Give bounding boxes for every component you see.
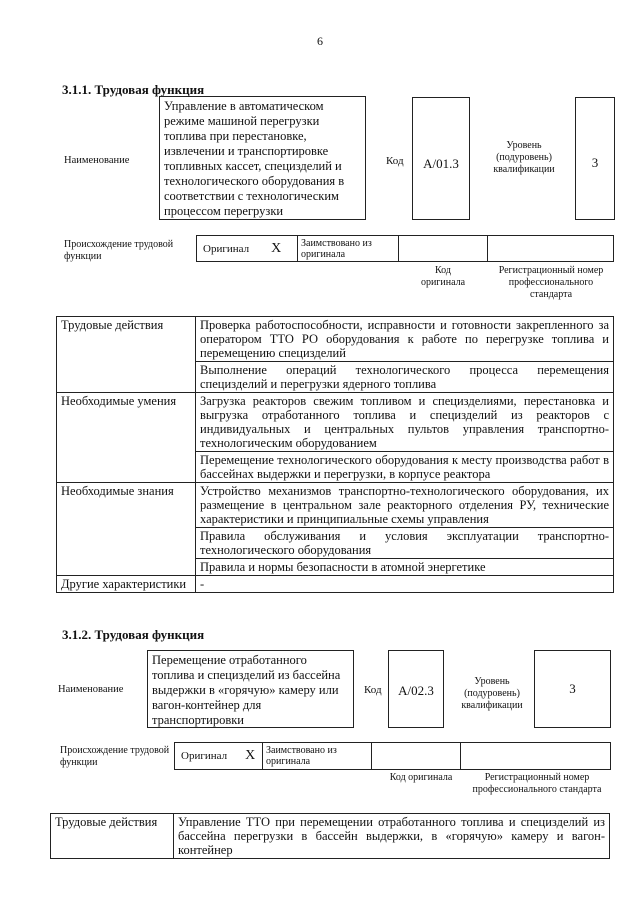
row-label: Трудовые действия — [57, 317, 196, 393]
table-row — [51, 814, 610, 859]
code-label-2: Код — [364, 684, 382, 696]
table-row — [57, 317, 614, 362]
row-label: Необходимые умения — [57, 393, 196, 483]
function-name-box-2: Перемещение отработанного топлива и специзделий из бассейна выдержки в «горячую» камеру или вагон-контейнер для транспортировки — [147, 650, 354, 728]
original-mark-2: X — [245, 748, 256, 763]
table-row — [57, 483, 614, 528]
table-cell: - — [196, 576, 614, 593]
code-label-1: Код — [386, 155, 404, 167]
code-original-cell-2 — [371, 742, 461, 770]
original-mark-1: X — [271, 240, 282, 256]
section-heading-2: 3.1.2. Трудовая функция — [62, 627, 205, 642]
reg-number-cell-1 — [487, 235, 614, 262]
table-cell: Управление ТТО при перемещении отработанного топлива и специзделий из бассейна перегрузки в бассейн выдержки, в «горячую» камеру и вагон-контейнер — [174, 814, 610, 859]
code-original-cell-1 — [398, 235, 488, 262]
level-value-box-2: 3 — [534, 650, 611, 728]
level-value-box-1: 3 — [575, 97, 615, 220]
table-row — [57, 393, 614, 452]
labor-function-table-1 — [56, 316, 614, 593]
reg-number-caption-1: Регистрационный номер профессионального стандарта — [498, 265, 604, 300]
origin-label-2: Происхождение трудовой функции — [60, 745, 170, 768]
row-label: Необходимые знания — [57, 483, 196, 576]
page-number: 6 — [317, 34, 323, 48]
reg-number-caption-2: Регистрационный номер профессионального стандарта — [472, 772, 602, 795]
labor-function-table-2 — [50, 813, 610, 859]
code-value-box-2: A/02.3 — [388, 650, 444, 728]
original-label-1: Оригинал — [203, 242, 250, 255]
table-cell: Правила и нормы безопасности в атомной энергетике — [196, 559, 614, 576]
code-original-caption-1: Код оригинала — [420, 265, 466, 288]
table-cell: Выполнение операций технологического процесса перемещения специзделий и перегрузки ядерного топлива — [196, 362, 614, 393]
table-cell: Проверка работоспособности, исправности и готовности закрепленного за оператором ТТО РО оборудования к работе по перегрузке топлива и перемещению специзделий — [196, 317, 614, 362]
table-row — [57, 576, 614, 593]
name-label-2: Наименование — [58, 684, 124, 695]
code-value-box-1: A/01.3 — [412, 97, 470, 220]
code-original-caption-2: Код оригинала — [389, 772, 453, 783]
level-label-1: Уровень (подуровень) квалификации — [493, 140, 555, 175]
borrowed-cell-1: Заимствовано из оригинала — [297, 235, 399, 262]
table-cell: Перемещение технологического оборудования к месту производства работ в бассейнах выдержки и перегрузки, в корпусе реактора — [196, 452, 614, 483]
borrowed-cell-2: Заимствовано из оригинала — [262, 742, 372, 770]
original-cell-2 — [174, 742, 263, 770]
name-label-1: Наименование — [64, 155, 130, 166]
reg-number-cell-2 — [460, 742, 611, 770]
row-label: Трудовые действия — [51, 814, 174, 859]
function-name-box-1: Управление в автоматическом режиме машиной перегрузки топлива при перестановке, извлечении и транспортировке топливных кассет, специзделий и технологического оборудования в соответствии с технологическим процессом перегрузки — [159, 96, 366, 220]
original-label-2: Оригинал — [181, 750, 228, 762]
original-cell-1 — [196, 235, 298, 262]
table-cell: Загрузка реакторов свежим топливом и специзделиями, перестановка и выгрузка отработанного топлива и специзделий из реакторов с индивидуальных и центральных пультов управления транспортно-технологическим оборудованием — [196, 393, 614, 452]
level-label-2: Уровень (подуровень) квалификации — [461, 676, 523, 711]
section-heading-1: 3.1.1. Трудовая функция — [62, 82, 205, 97]
table-cell: Правила обслуживания и условия эксплуатации транспортно-технологического оборудования — [196, 528, 614, 559]
origin-label-1: Происхождение трудовой функции — [64, 239, 174, 262]
table-cell: Устройство механизмов транспортно-технологического оборудования, их размещение в центральном зале реакторного отделения РУ, технические характеристики и принципиальные схемы управления — [196, 483, 614, 528]
row-label: Другие характеристики — [57, 576, 196, 593]
